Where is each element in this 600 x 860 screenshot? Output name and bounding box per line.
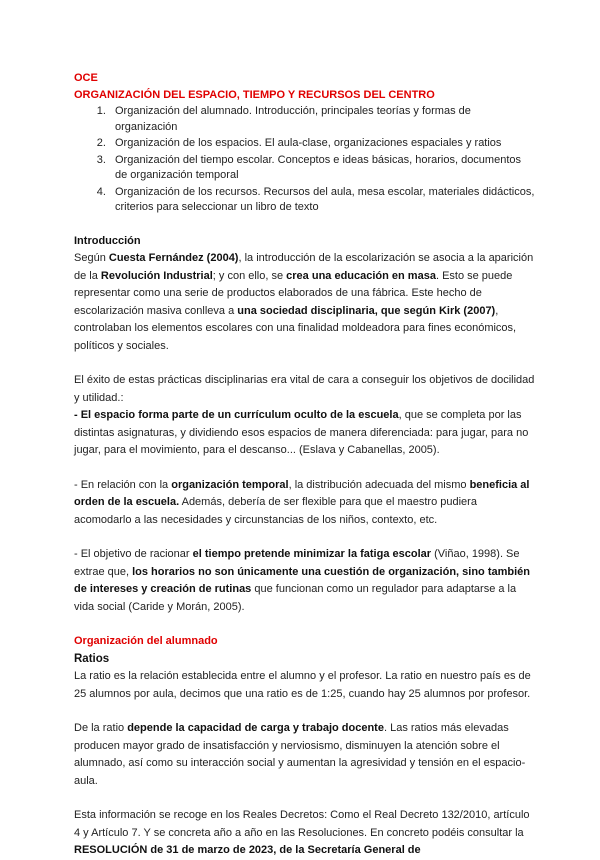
intro-paragraph-3: - El espacio forma parte de un currículum oculto de la escuela, que se completa por las distintas asignaturas, y dividiendo esos espacios de manera diferenciada: para jugar, para no jugar, para el movimiento, para el descanso... (Eslava y Cabanellas, 2005). (74, 409, 529, 456)
index-item: 4. Organización de los recursos. Recursos del aula, mesa escolar, materiales didácticos, criterios para seleccionar un libro de texto (109, 185, 536, 216)
section-heading-alumnado: Organización del alumnado (74, 635, 218, 647)
document-page (74, 70, 536, 860)
ratios-paragraph-2: De la ratio depende la capacidad de carga y trabajo docente. Las ratios más elevadas producen mayor grado de insatisfacción y nerviosismo, disminuyen la atención sobre el alumnado, así como su interacción social y aumentan la agresividad y tensión en el espacio-aula. (74, 722, 526, 787)
subheading-ratios: Ratios (74, 652, 110, 665)
intro-paragraph-5: - El objetivo de racionar el tiempo pretende minimizar la fatiga escolar (Viñao, 1998). Se extrae que, los horarios no son únicamente una cuestión de organización, sino también de intereses y creación de rutinas que funcionan como un regulador para adaptarse a la vida social (Caride y Morán, 2005). (74, 548, 530, 613)
intro-paragraph-4: - En relación con la organización temporal, la distribución adecuada del mismo beneficia al orden de la escuela. Además, debería de ser flexible para que el maestro pudiera acomodarlo a las necesidades y circunstancias de los niños, contexto, etc. (74, 478, 530, 526)
index-item: 2. Organización de los espacios. El aula-clase, organizaciones espaciales y ratios (109, 136, 536, 152)
intro-paragraph-1: Según Cuesta Fernández (2004), la introducción de la escolarización se asocia a la aparición de la Revolución Industrial; y con ello, se crea una educación en masa. Esto se puede representar como una serie de productos elaborados de una fábrica. Este hecho de escolarización masiva conlleva a una sociedad disciplinaria, que según Kirk (2007), controlaban los elementos escolares con una finalidad moldeadora para fines económicos, políticos y sociales. (74, 252, 534, 352)
ratios-paragraph-3: Esta información se recoge en los Reales Decretos: Como el Real Decreto 132/2010, artículo 4 y Artículo 7. Y se concreta año a año en las Resoluciones. En concreto podéis consultar la RESOLUCIÓN de 31 de marzo de 2023, de la Secretaría General de (74, 809, 530, 856)
index-item: 3. Organización del tiempo escolar. Conceptos e ideas básicas, horarios, documentos de organización temporal (109, 153, 536, 184)
document-title: ORGANIZACIÓN DEL ESPACIO, TIEMPO Y RECURSOS DEL CENTRO (74, 89, 435, 101)
intro-heading: Introducción (74, 234, 141, 247)
index-item: 1. Organización del alumnado. Introducción, principales teorías y formas de organización (109, 104, 536, 135)
ratios-paragraph-1: La ratio es la relación establecida entre el alumno y el profesor. La ratio en nuestro país es de 25 alumnos por aula, decimos que una ratio es de 1:25, cuando hay 25 alumnos por profesor. (74, 670, 531, 700)
intro-paragraph-2: El éxito de estas prácticas disciplinarias era vital de cara a conseguir los objetivos de docilidad y utilidad.: (74, 374, 535, 404)
index-list (74, 104, 536, 216)
course-code: OCE (74, 72, 98, 84)
